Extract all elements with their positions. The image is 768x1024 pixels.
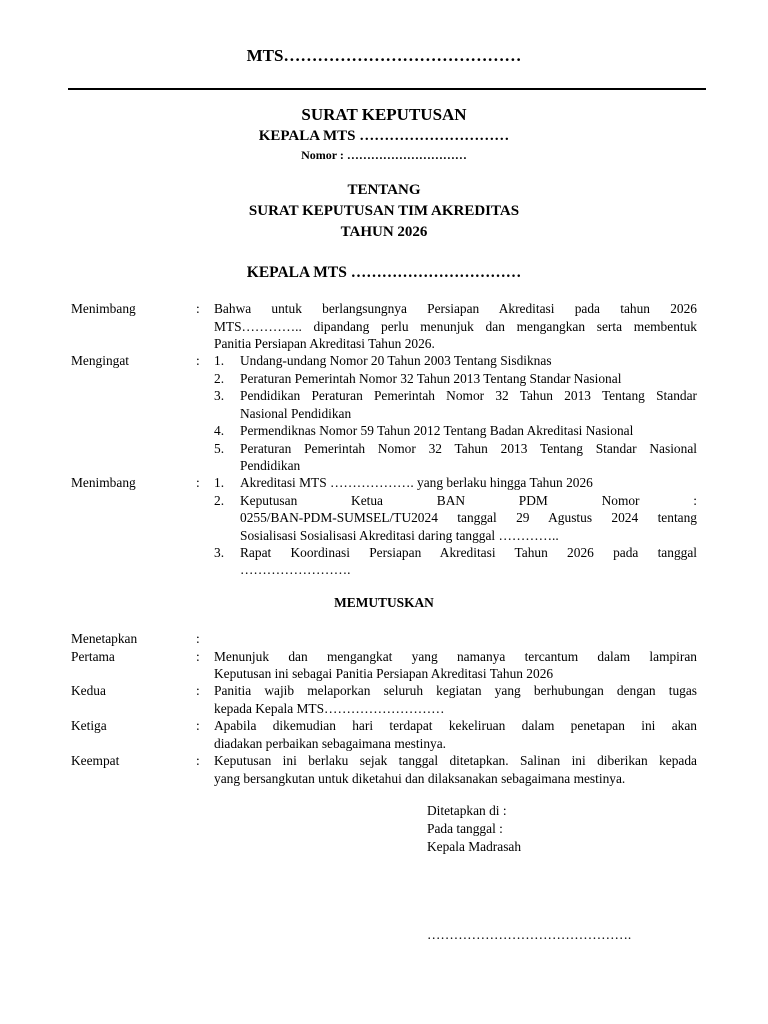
item-line-2: 0255/BAN-PDM-SUMSEL/TU2024 tanggal 29 Agustus 2024 tentang [240,510,697,525]
item-line-1: Peraturan Pemerintah Nomor 32 Tahun 2013 Tentang Standar Nasional [240,440,697,456]
kedua-colon: : [196,683,200,698]
menimbang-line-2: MTS………….. dipandang perlu menunjuk dan mengangkan serta membentuk [214,318,697,334]
kepala-heading: KEPALA MTS …………………………… [246,264,522,281]
item-text: Akreditasi MTS ………………. yang berlaku hingga Tahun 2026 [240,475,593,490]
item-line-2: Pendidikan [240,458,301,473]
tentang-line-2: TAHUN 2026 [340,224,428,240]
pertama-line-2: Keputusan ini sebagai Panitia Persiapan Akreditasi Tahun 2026 [214,666,554,681]
item-line-3: Sosialisasi Sosialisasi Akreditasi daring tanggal ………….. [240,527,559,543]
menimbang2-colon: : [196,475,200,490]
ketiga-line-2: diadakan perbaikan sebagaimana mestinya. [214,735,447,751]
header-rule [68,88,706,90]
document-title: SURAT KEPUTUSAN [301,105,467,124]
kedua-label: Kedua [71,683,106,698]
mengingat-label: Mengingat [71,353,130,368]
memutuskan-heading: MEMUTUSKAN [334,595,434,610]
menimbang-line-1: Bahwa untuk berlangsungnya Persiapan Akreditasi pada tahun 2026 [214,301,697,316]
item-number: 2. [214,370,225,386]
school-header: MTS…………………………………… [246,46,522,65]
menimbang-line-3: Panitia Persiapan Akreditasi Tahun 2026. [214,336,435,351]
pertama-colon: : [196,648,200,664]
menimbang-label: Menimbang [71,301,136,316]
kedua-line-1: Panitia wajib melaporkan seluruh kegiatan yang berhubungan dengan tugas [214,683,697,698]
item-number: 5. [214,440,225,456]
item-number: 1. [214,475,225,490]
document-subtitle: KEPALA MTS ………………………… [258,128,510,144]
menimbang-colon: : [196,301,200,316]
menetapkan-colon: : [196,631,200,646]
ketiga-text [214,717,697,752]
item-number: 3. [214,388,225,403]
item-line-2: ……………………. [240,562,351,577]
item-number: 4. [214,423,225,438]
mengingat-colon: : [196,353,200,368]
keempat-label: Keempat [71,753,120,768]
item-text: Undang-undang Nomor 20 Tahun 2003 Tentang Sisdiknas [240,353,552,368]
item-text: Peraturan Pemerintah Nomor 32 Tahun 2013 Tentang Standar Nasional [240,370,622,386]
menimbang2-label: Menimbang [71,475,136,490]
pertama-label: Pertama [71,648,115,664]
item-text: Permendiknas Nomor 59 Tahun 2012 Tentang Badan Akreditasi Nasional [240,423,634,438]
keempat-colon: : [196,753,200,768]
item-line-1: Keputusan Ketua BAN PDM Nomor : [240,492,697,508]
item-text [240,492,697,545]
menetapkan-label: Menetapkan [71,631,138,646]
menimbang-text [214,300,697,353]
tentang-line-1: SURAT KEPUTUSAN TIM AKREDITAS [248,203,520,219]
item-text [240,387,697,422]
pertama-line-1: Menunjuk dan mengangkat yang namanya tercantum dalam lampiran [214,648,697,664]
item-line-1: Pendidikan Peraturan Pemerintah Nomor 32 Tahun 2013 Tentang Standar [240,388,697,403]
item-line-2: Nasional Pendidikan [240,405,352,421]
item-number: 1. [214,353,225,368]
item-number: 2. [214,492,225,508]
document-number: Nomor : ………………………… [301,148,467,162]
pertama-text [214,648,697,683]
item-text [240,440,697,475]
signature-name-line: ………………………………………. [427,927,632,942]
signature-place: Ditetapkan di : [427,803,507,818]
tentang-label: TENTANG [347,182,421,198]
signature-date: Pada tanggal : [427,821,503,836]
ketiga-line-1: Apabila dikemudian hari terdapat kekeliruan dalam penetapan ini akan [214,718,697,733]
keempat-line-2: yang bersangkutan untuk diketahui dan dilaksanakan sebagaimana mestinya. [214,770,626,786]
kedua-text [214,682,697,717]
item-line-1: Rapat Koordinasi Persiapan Akreditasi Tahun 2026 pada tanggal [240,544,697,560]
ketiga-colon: : [196,718,200,733]
keempat-line-1: Keputusan ini berlaku sejak tanggal ditetapkan. Salinan ini diberikan kepada [214,753,697,768]
kedua-line-2: kepada Kepala MTS……………………… [214,700,445,716]
item-number: 3. [214,544,225,560]
item-text [240,544,697,579]
ketiga-label: Ketiga [71,718,107,733]
keempat-text [214,752,697,787]
signature-title: Kepala Madrasah [427,839,522,854]
